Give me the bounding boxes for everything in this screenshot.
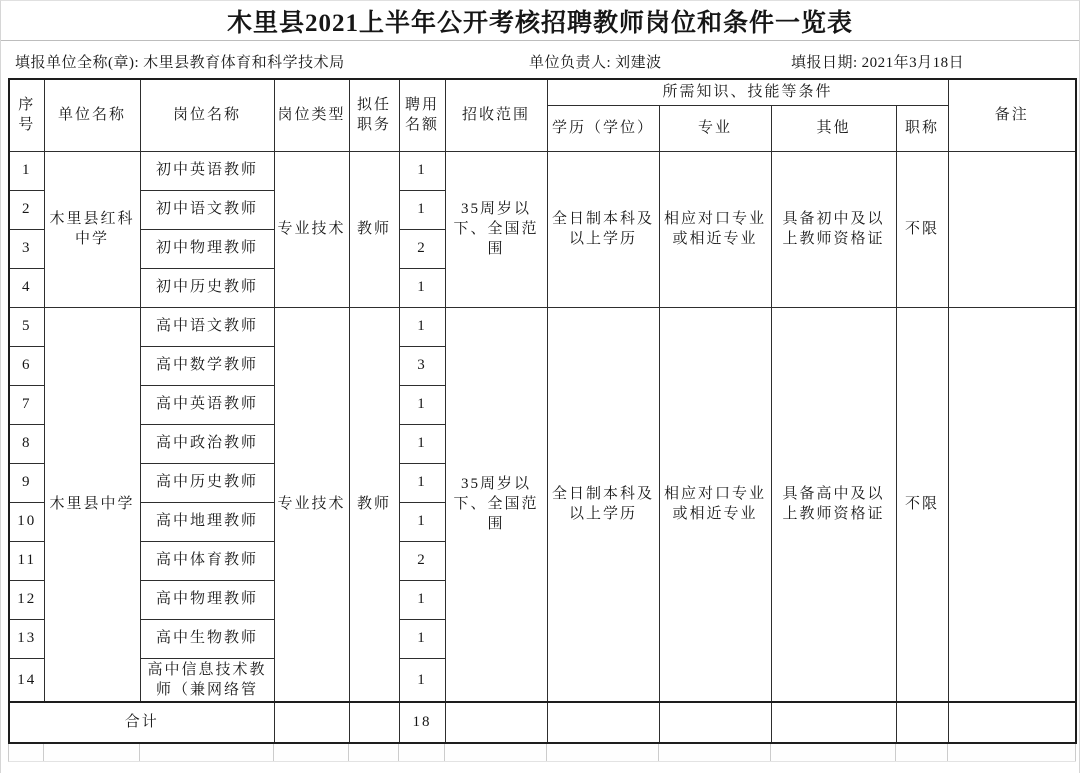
position-cell: 高中体育教师	[140, 541, 274, 580]
seq-cell: 5	[9, 307, 44, 346]
table-row	[9, 307, 1076, 346]
seq-cell: 1	[9, 151, 44, 190]
quota-cell: 1	[399, 307, 445, 346]
scope-cell: 35周岁以下、全国范围	[445, 151, 547, 307]
col-header-skills-group: 所需知识、技能等条件	[547, 79, 948, 105]
education-cell: 全日制本科及以上学历	[547, 307, 659, 702]
quota-cell: 1	[399, 385, 445, 424]
seq-cell: 9	[9, 463, 44, 502]
total-scope-cell	[445, 702, 547, 743]
principal-field	[529, 51, 662, 72]
other-cell: 具备初中及以上教师资格证	[771, 151, 896, 307]
quota-cell: 1	[399, 658, 445, 702]
quota-cell: 2	[399, 229, 445, 268]
col-header-type: 岗位类型	[274, 79, 349, 151]
total-type-cell	[274, 702, 349, 743]
table-row	[9, 151, 1076, 190]
page-title: 木里县2021上半年公开考核招聘教师岗位和条件一览表	[1, 1, 1079, 41]
scope-cell: 35周岁以下、全国范围	[445, 307, 547, 702]
seq-cell: 3	[9, 229, 44, 268]
seq-cell: 10	[9, 502, 44, 541]
position-cell: 高中英语教师	[140, 385, 274, 424]
col-header-seq: 序号	[9, 79, 44, 151]
quota-cell: 1	[399, 424, 445, 463]
total-quota: 18	[399, 702, 445, 743]
duty-cell: 教师	[349, 307, 399, 702]
other-cell: 具备高中及以上教师资格证	[771, 307, 896, 702]
unit-cell: 木里县红科中学	[44, 151, 140, 307]
quota-cell: 1	[399, 268, 445, 307]
remark-cell	[948, 151, 1076, 307]
seq-cell: 7	[9, 385, 44, 424]
position-cell: 高中数学教师	[140, 346, 274, 385]
form-info-row	[1, 41, 1079, 78]
unit-cell: 木里县中学	[44, 307, 140, 702]
form-unit-field	[15, 51, 345, 72]
type-cell: 专业技术	[274, 151, 349, 307]
col-header-other: 其他	[771, 105, 896, 151]
type-cell: 专业技术	[274, 307, 349, 702]
total-other-cell	[771, 702, 896, 743]
quota-cell: 1	[399, 502, 445, 541]
duty-cell: 教师	[349, 151, 399, 307]
col-header-title-rank: 职称	[896, 105, 948, 151]
quota-cell: 1	[399, 619, 445, 658]
position-cell: 初中历史教师	[140, 268, 274, 307]
col-header-scope: 招收范围	[445, 79, 547, 151]
col-header-quota: 聘用名额	[399, 79, 445, 151]
seq-cell: 6	[9, 346, 44, 385]
position-cell: 高中语文教师	[140, 307, 274, 346]
major-cell: 相应对口专业或相近专业	[659, 307, 771, 702]
ghost-row	[8, 744, 1076, 762]
date-field	[791, 51, 964, 72]
total-major-cell	[659, 702, 771, 743]
total-row	[9, 702, 1076, 743]
seq-cell: 11	[9, 541, 44, 580]
position-cell: 初中语文教师	[140, 190, 274, 229]
seq-cell: 4	[9, 268, 44, 307]
total-duty-cell	[349, 702, 399, 743]
col-header-duty: 拟任职务	[349, 79, 399, 151]
col-header-remark: 备注	[948, 79, 1076, 151]
quota-cell: 1	[399, 463, 445, 502]
quota-cell: 2	[399, 541, 445, 580]
position-cell: 初中英语教师	[140, 151, 274, 190]
positions-table	[8, 78, 1077, 744]
form-unit-value: 木里县教育体育和科学技术局	[143, 55, 345, 71]
title-rank-cell: 不限	[896, 151, 948, 307]
seq-cell: 13	[9, 619, 44, 658]
seq-cell: 12	[9, 580, 44, 619]
title-rank-cell: 不限	[896, 307, 948, 702]
seq-cell: 8	[9, 424, 44, 463]
date-value: 2021年3月18日	[861, 55, 965, 71]
col-header-education: 学历（学位）	[547, 105, 659, 151]
date-label: 填报日期:	[791, 55, 858, 71]
total-remark-cell	[948, 702, 1076, 743]
quota-cell: 1	[399, 151, 445, 190]
total-label: 合计	[9, 702, 274, 743]
position-cell: 高中信息技术教师（兼网络管	[140, 658, 274, 702]
col-header-unit: 单位名称	[44, 79, 140, 151]
seq-cell: 2	[9, 190, 44, 229]
position-cell: 高中地理教师	[140, 502, 274, 541]
education-cell: 全日制本科及以上学历	[547, 151, 659, 307]
principal-label: 单位负责人:	[529, 55, 612, 71]
quota-cell: 1	[399, 190, 445, 229]
form-unit-label: 填报单位全称(章):	[15, 55, 140, 71]
position-cell: 高中生物教师	[140, 619, 274, 658]
quota-cell: 3	[399, 346, 445, 385]
total-title-rank-cell	[896, 702, 948, 743]
position-cell: 高中政治教师	[140, 424, 274, 463]
col-header-major: 专业	[659, 105, 771, 151]
col-header-position: 岗位名称	[140, 79, 274, 151]
remark-cell	[948, 307, 1076, 702]
position-cell: 高中物理教师	[140, 580, 274, 619]
position-cell: 初中物理教师	[140, 229, 274, 268]
major-cell: 相应对口专业或相近专业	[659, 151, 771, 307]
seq-cell: 14	[9, 658, 44, 702]
position-cell: 高中历史教师	[140, 463, 274, 502]
quota-cell: 1	[399, 580, 445, 619]
principal-value: 刘建波	[615, 55, 662, 71]
total-education-cell	[547, 702, 659, 743]
